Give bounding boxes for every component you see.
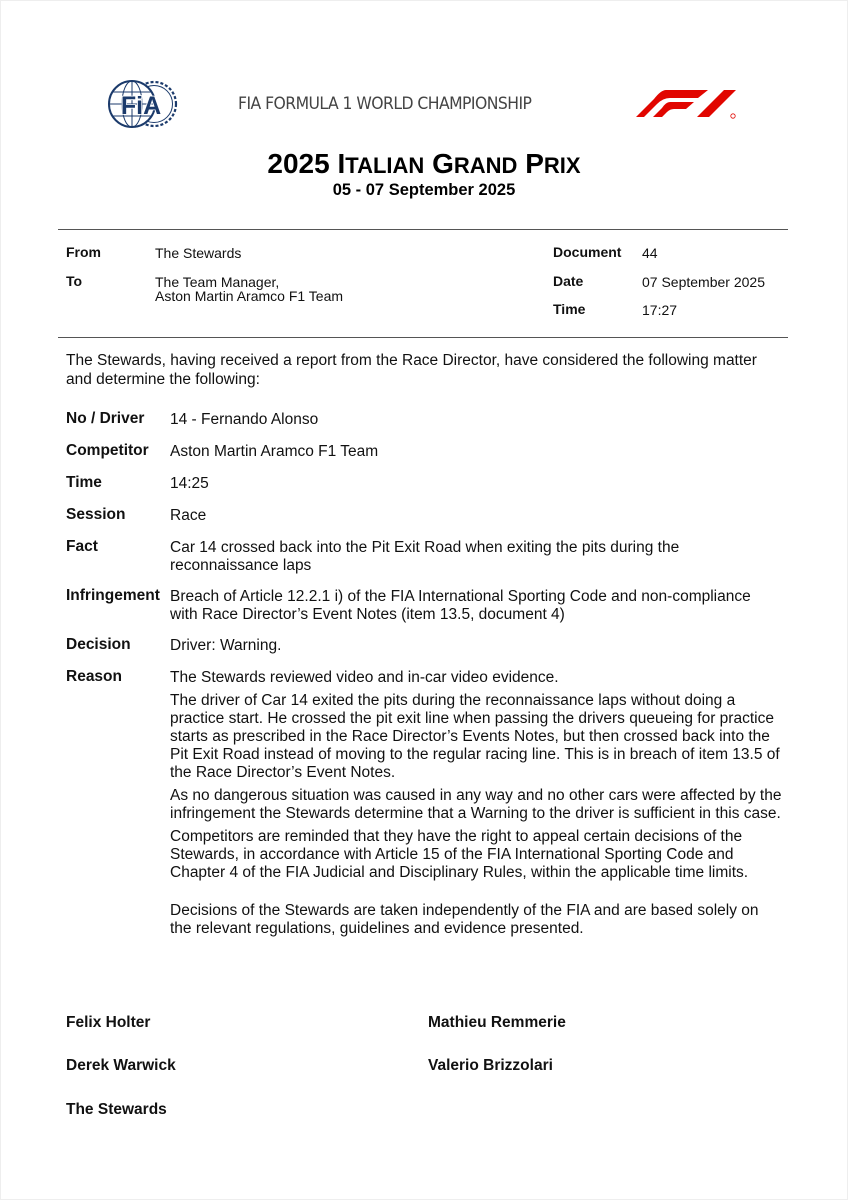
driver-value: 14 - Fernando Alonso <box>170 411 319 428</box>
from-value: The Stewards <box>155 245 242 261</box>
fia-globe-icon <box>108 79 180 129</box>
title-initial: P <box>525 148 544 179</box>
signatory-2: Mathieu Remmerie <box>428 1014 566 1031</box>
intro-text: The Stewards, having received a report from the Race Director, have considered the following matter and determine the following: <box>66 352 757 388</box>
date-value: 07 September 2025 <box>642 274 765 290</box>
signatory-4: Valerio Brizzolari <box>428 1057 553 1074</box>
title-initial: I <box>337 148 346 179</box>
session-label: Session <box>66 506 126 523</box>
competitor-label: Competitor <box>66 442 149 459</box>
infringement-value: Breach of Article 12.2.1 i) of the FIA International Sporting Code and non-compliance with Race Director’s Event Notes (item 13.5, document 4) <box>170 588 751 623</box>
fia-logo <box>108 79 180 129</box>
document-label: Document <box>553 244 622 260</box>
title-initial: G <box>432 148 454 179</box>
event-title <box>0 148 848 180</box>
date-label: Date <box>553 273 584 289</box>
to-label: To <box>66 273 83 289</box>
reason-paragraph: The driver of Car 14 exited the pits during the reconnaissance laps without doing a practice start. He crossed the pit exit line when passing the drivers queueing for practice starts as prescribed in the Race Director’s Events Notes, but then crossed back into the Pit Exit Road instead of moving to the regular racing line. This is in breach of item 13.5 of the Race Director’s Event Notes. <box>170 692 780 781</box>
time-label: Time <box>553 301 586 317</box>
competitor-value: Aston Martin Aramco F1 Team <box>170 443 379 460</box>
reason-paragraph: The Stewards reviewed video and in-car video evidence. <box>170 669 559 686</box>
title-rest: RIX <box>543 153 581 178</box>
title-rest: RAND <box>453 153 518 178</box>
infringement-label: Infringement <box>66 587 160 604</box>
divider-top <box>58 229 788 230</box>
to-value-line1: The Team Manager, <box>155 274 280 290</box>
reason-paragraph: As no dangerous situation was caused in any way and no other cars were affected by the infringement the Stewards determine that a Warning to the driver is sufficient in this case. <box>170 787 782 822</box>
championship-title: FIA FORMULA 1 WORLD CHAMPIONSHIP <box>238 94 532 114</box>
signature-closing: The Stewards <box>66 1101 167 1118</box>
title-rest: TALIAN <box>345 153 425 178</box>
f1-logo-icon <box>636 88 740 120</box>
decision-value: Driver: Warning. <box>170 637 282 654</box>
to-value-line2: Aston Martin Aramco F1 Team <box>155 288 344 304</box>
f1-logo <box>636 88 740 120</box>
reason-body <box>170 669 782 943</box>
reason-label: Reason <box>66 668 122 685</box>
signatory-3: Derek Warwick <box>66 1057 176 1074</box>
incident-time-value: 14:25 <box>170 475 209 492</box>
svg-text:FiA: FiA <box>120 92 162 120</box>
driver-label: No / Driver <box>66 410 145 427</box>
event-year: 2025 <box>267 148 330 179</box>
independence-notice: Decisions of the Stewards are taken independently of the FIA and are based solely on the relevant regulations, guidelines and evidence presented. <box>170 902 759 937</box>
signatory-1: Felix Holter <box>66 1014 151 1031</box>
session-value: Race <box>170 507 207 524</box>
time-value: 17:27 <box>642 302 678 318</box>
from-label: From <box>66 244 101 260</box>
divider-bottom <box>58 337 788 338</box>
fact-label: Fact <box>66 538 98 555</box>
event-dates: 05 - 07 September 2025 <box>332 181 516 199</box>
appeal-notice: Competitors are reminded that they have the right to appeal certain decisions of the Stewards, in accordance with Article 15 of the FIA International Sporting Code and Chapter 4 of the FIA Judicial and Disciplinary Rules, within the applicable time limits. <box>170 828 749 881</box>
decision-label: Decision <box>66 636 131 653</box>
incident-time-label: Time <box>66 474 102 491</box>
document-number: 44 <box>642 245 658 261</box>
fact-value: Car 14 crossed back into the Pit Exit Road when exiting the pits during the reconnaissance laps <box>170 539 680 574</box>
